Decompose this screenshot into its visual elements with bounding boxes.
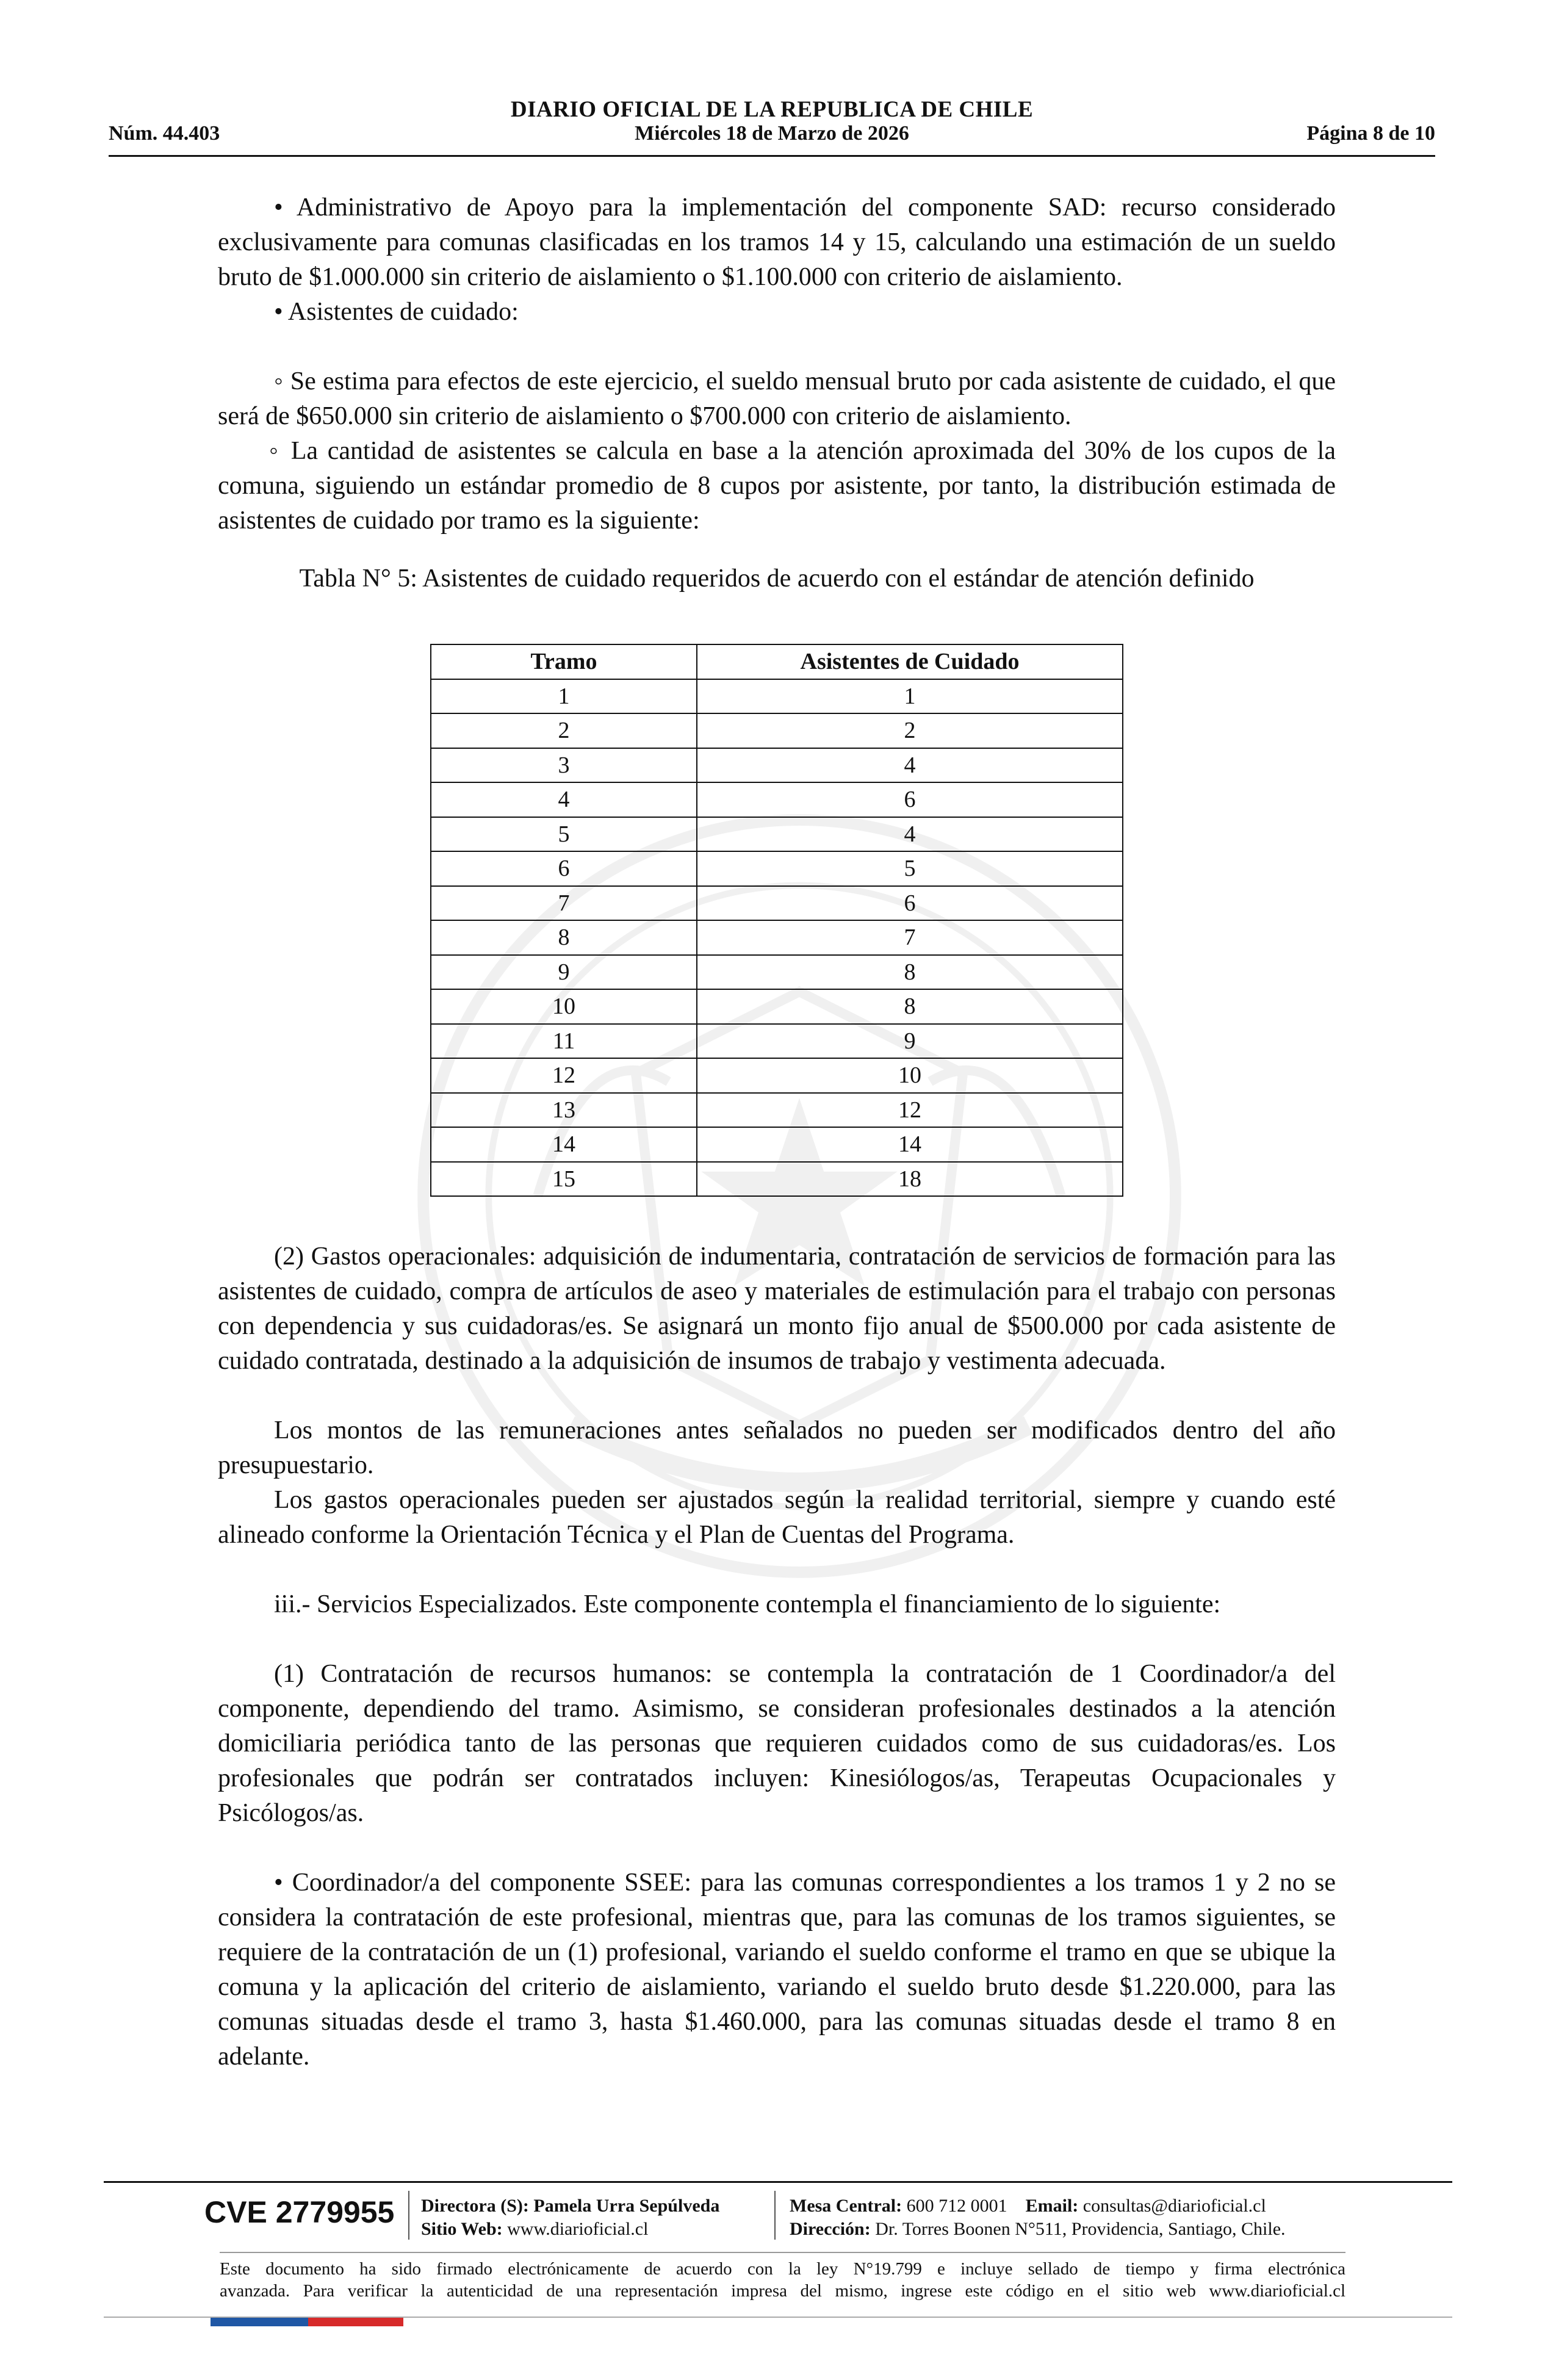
- cell-asistentes: 14: [697, 1127, 1123, 1162]
- contact-line: Mesa Central: 600 712 0001 Email: consultas@diarioficial.cl: [790, 2196, 1266, 2216]
- cell-asistentes: 8: [697, 989, 1123, 1024]
- footer-director-block: [421, 2194, 719, 2241]
- cell-asistentes: 8: [697, 955, 1123, 990]
- table-row: [431, 1093, 1123, 1128]
- paragraph-hr-hiring: (1) Contratación de recursos humanos: se contempla la contratación de 1 Coordinador/a del componente, dependiendo del tramo. Asimismo, se consideran profesionales destinados a la atención domiciliaria periódica tanto de las personas que requieren cuidados como de sus cuidadoras/es. Los profesionales que podrán ser contratados incluyen: Kinesiólogos/as, Terapeutas Ocupacionales y Psicólogos/as.: [218, 1660, 1336, 1827]
- cell-asistentes: 1: [697, 679, 1123, 714]
- cell-tramo: 7: [431, 886, 697, 921]
- cell-tramo: 15: [431, 1162, 697, 1197]
- cell-tramo: 10: [431, 989, 697, 1024]
- address-value: Dr. Torres Boonen N°511, Providencia, Santiago, Chile.: [875, 2219, 1286, 2239]
- header-tramo: Tramo: [431, 644, 697, 679]
- cell-tramo: 11: [431, 1024, 697, 1059]
- paragraph-salary-estimate: ◦ Se estima para efectos de este ejercicio, el sueldo mensual bruto por cada asistente de cuidado, el que será de $650.000 sin criterio de aislamiento o $700.000 con criterio de aislamiento.: [218, 367, 1336, 430]
- flag-stripe-blue: [211, 2318, 308, 2326]
- table-row: [431, 1058, 1123, 1093]
- page-number: Página 8 de 10: [1306, 122, 1435, 145]
- table-caption: Tabla N° 5: Asistentes de cuidado requeridos de acuerdo con el estándar de atención definido: [299, 564, 1255, 593]
- footer-divider: [104, 2181, 1452, 2183]
- paragraph-specialized-services: iii.- Servicios Especializados. Este componente contempla el financiamiento de lo siguiente:: [274, 1590, 1221, 1618]
- paragraph-operational-costs: (2) Gastos operacionales: adquisición de indumentaria, contratación de servicios de formación para las asistentes de cuidado, compra de artículos de aseo y materiales de estimulación para el trabajo con personas con dependencia y sus cuidadoras/es. Se asignará un monto fijo anual de $500.000 por cada asistente de cuidado contratada, destinado a la adquisición de insumos de trabajo y vestimenta adecuada.: [218, 1242, 1336, 1375]
- cell-tramo: 3: [431, 748, 697, 783]
- table-row: [431, 851, 1123, 886]
- header-divider: [109, 155, 1435, 157]
- email-link[interactable]: consultas@diarioficial.cl: [1082, 2196, 1266, 2216]
- table-header-row: [431, 644, 1123, 679]
- cell-asistentes: 10: [697, 1058, 1123, 1093]
- cell-tramo: 5: [431, 817, 697, 852]
- cell-asistentes: 5: [697, 851, 1123, 886]
- flag-stripe-red: [308, 2318, 403, 2326]
- website-line: Sitio Web: www.diarioficial.cl: [421, 2219, 649, 2239]
- table-row: [431, 1127, 1123, 1162]
- cell-asistentes: 4: [697, 748, 1123, 783]
- cell-tramo: 9: [431, 955, 697, 990]
- legal-notice: Este documento ha sido firmado electrónicamente de acuerdo con la ley N°19.799 e incluye sellado de tiempo y firma electrónica avanzada. Para verificar la autenticidad de una representación impresa del mismo, ingrese este código en el sitio web www.diarioficial.cl: [220, 2259, 1345, 2301]
- cell-tramo: 12: [431, 1058, 697, 1093]
- cell-asistentes: 6: [697, 886, 1123, 921]
- paragraph-care-assistants: • Asistentes de cuidado:: [274, 298, 519, 326]
- cell-tramo: 14: [431, 1127, 697, 1162]
- table-row: [431, 886, 1123, 921]
- cell-asistentes: 6: [697, 782, 1123, 817]
- table-row: [431, 955, 1123, 990]
- issue-number: Núm. 44.403: [109, 122, 220, 145]
- website-link[interactable]: www.diarioficial.cl: [507, 2219, 649, 2239]
- cell-tramo: 13: [431, 1093, 697, 1128]
- footer-separator: [774, 2191, 776, 2240]
- director-name: Directora (S): Pamela Urra Sepúlveda: [421, 2196, 720, 2216]
- cell-tramo: 6: [431, 851, 697, 886]
- cell-tramo: 8: [431, 920, 697, 955]
- table-row: [431, 989, 1123, 1024]
- cell-asistentes: 12: [697, 1093, 1123, 1128]
- footer-contact-block: [790, 2194, 1286, 2241]
- table-row: [431, 713, 1123, 748]
- cell-asistentes: 2: [697, 713, 1123, 748]
- table-row: [431, 817, 1123, 852]
- cell-tramo: 1: [431, 679, 697, 714]
- header-asistentes: Asistentes de Cuidado: [697, 644, 1123, 679]
- cve-code: CVE 2779955: [204, 2195, 395, 2229]
- phone-number: 600 712 0001: [906, 2196, 1007, 2216]
- assistants-table: [430, 644, 1123, 1197]
- paragraph-coordinator: • Coordinador/a del componente SSEE: para las comunas correspondientes a los tramos 1 y 2 no se considera la contratación de este profesional, mientras que, para las comunas de los tramos siguientes, se requiere de la contratación de un (1) profesional, variando el sueldo conforme el tramo en que se ubique la comuna y la aplicación del criterio de aislamiento, variando el sueldo bruto desde $1.220.000, para las comunas situadas desde el tramo 3, hasta $1.460.000, para las comunas situadas desde el tramo 8 en adelante.: [218, 1869, 1336, 2071]
- table-row: [431, 1024, 1123, 1059]
- cell-tramo: 4: [431, 782, 697, 817]
- cell-tramo: 2: [431, 713, 697, 748]
- paragraph-admin-support: • Administrativo de Apoyo para la implementación del componente SAD: recurso considerado exclusivamente para comunas clasificadas en los tramos 14 y 15, calculando una estimación de un sueldo bruto de $1.000.000 sin criterio de aislamiento o $1.100.000 con criterio de aislamiento.: [218, 193, 1336, 291]
- paragraph-operational-adjust: Los gastos operacionales pueden ser ajustados según la realidad territorial, siempre y cuando esté alineado conforme la Orientación Técnica y el Plan de Cuentas del Programa.: [218, 1486, 1336, 1549]
- paragraph-assistant-quantity: ◦ La cantidad de asistentes se calcula en base a la atención aproximada del 30% de los cupos de la comuna, siguiendo un estándar promedio de 8 cupos por asistente, por tanto, la distribución estimada de asistentes de cuidado por tramo es la siguiente:: [218, 437, 1336, 535]
- address-line: Dirección: Dr. Torres Boonen N°511, Providencia, Santiago, Chile.: [790, 2219, 1286, 2239]
- cell-asistentes: 9: [697, 1024, 1123, 1059]
- journal-title: DIARIO OFICIAL DE LA REPUBLICA DE CHILE: [510, 97, 1034, 122]
- issue-date: Miércoles 18 de Marzo de 2026: [635, 122, 909, 145]
- cell-asistentes: 4: [697, 817, 1123, 852]
- footer-separator: [408, 2191, 409, 2240]
- page-header: [109, 92, 1435, 156]
- table-row: [431, 782, 1123, 817]
- table-row: [431, 920, 1123, 955]
- table-row: [431, 679, 1123, 714]
- table-row: [431, 1162, 1123, 1197]
- cell-asistentes: 18: [697, 1162, 1123, 1197]
- document-body: [218, 190, 1336, 2074]
- paragraph-remuneration-note: Los montos de las remuneraciones antes señalados no pueden ser modificados dentro del año presupuestario.: [218, 1416, 1336, 1479]
- footer-thin-divider: [220, 2252, 1345, 2253]
- table-row: [431, 748, 1123, 783]
- cell-asistentes: 7: [697, 920, 1123, 955]
